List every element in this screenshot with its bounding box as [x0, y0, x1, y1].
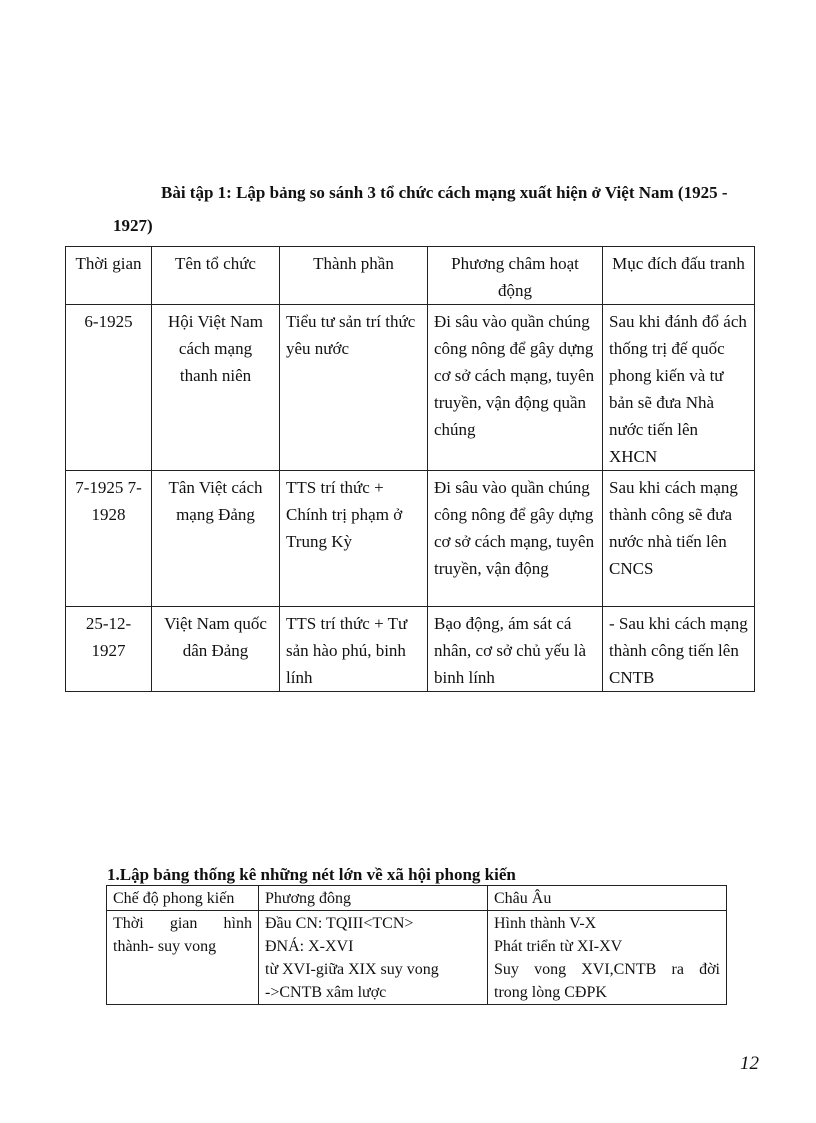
page-number: 12 — [740, 1053, 759, 1074]
cell-goal: - Sau khi cách mạng thành công tiến lên CNTB — [603, 607, 755, 692]
header-europe: Châu Âu — [488, 886, 727, 911]
europe-line: trong lòng CĐPK — [494, 984, 607, 1001]
exercise-2-title: 1.Lập bảng thống kê những nét lớn về xã hội phong kiến — [107, 865, 516, 884]
table-row — [66, 471, 755, 607]
organizations-comparison-table — [65, 246, 755, 692]
table-row — [66, 607, 755, 692]
header-members: Thành phần — [280, 247, 428, 305]
exercise-1-title — [113, 176, 773, 242]
table-header-row — [66, 247, 755, 305]
cell-members: TTS trí thức + Tư sản hào phú, binh lính — [280, 607, 428, 692]
east-line: ĐNÁ: X-XVI — [265, 938, 354, 955]
cell-name: Tân Việt cách mạng Đảng — [152, 471, 280, 607]
header-east: Phương đông — [259, 886, 488, 911]
exercise-1-title-bold: Bài tập 1: Lập bảng so sánh 3 tổ chức cách mạng xuất hiện ở Việt Nam (1925 - — [161, 183, 728, 202]
header-time: Thời gian — [66, 247, 152, 305]
cell-method: Bạo động, ám sát cá nhân, cơ sở chủ yếu là binh lính — [428, 607, 603, 692]
header-goal: Mục đích đấu tranh — [603, 247, 755, 305]
cell-europe — [488, 911, 727, 1005]
cell-goal: Sau khi đánh đổ ách thống trị đế quốc phong kiến và tư bản sẽ đưa Nhà nước tiến lên XHCN — [603, 305, 755, 471]
europe-line: Hình thành V-X — [494, 915, 597, 932]
europe-line: Suy vong XVI,CNTB ra đời — [494, 961, 720, 978]
cell-method: Đi sâu vào quần chúng công nông để gây dựng cơ sở cách mạng, tuyên truyền, vận động quần chúng — [428, 305, 603, 471]
table-header-row — [107, 886, 727, 911]
table-row — [66, 305, 755, 471]
feudal-society-table — [106, 885, 727, 1005]
cell-time: 6-1925 — [66, 305, 152, 471]
exercise-1-title-cont: 1927) — [113, 216, 153, 235]
cell-name: Hội Việt Nam cách mạng thanh niên — [152, 305, 280, 471]
cell-name: Việt Nam quốc dân Đảng — [152, 607, 280, 692]
east-line: Đầu CN: TQIII<TCN> — [265, 915, 414, 932]
table-row — [107, 911, 727, 1005]
header-name: Tên tổ chức — [152, 247, 280, 305]
cell-time: 25-12-1927 — [66, 607, 152, 692]
cell-goal: Sau khi cách mạng thành công sẽ đưa nước nhà tiến lên CNCS — [603, 471, 755, 607]
cell-members: Tiểu tư sản trí thức yêu nước — [280, 305, 428, 471]
cell-period-label: Thời gian hình thành- suy vong — [107, 911, 259, 1005]
east-line: ->CNTB xâm lược — [265, 984, 387, 1001]
east-line: từ XVI-giữa XIX suy vong — [265, 961, 439, 978]
header-regime: Chế độ phong kiến — [107, 886, 259, 911]
cell-time: 7-1925 7-1928 — [66, 471, 152, 607]
europe-line: Phát triển từ XI-XV — [494, 938, 623, 955]
cell-members: TTS trí thức + Chính trị phạm ở Trung Kỳ — [280, 471, 428, 607]
cell-method: Đi sâu vào quần chúng công nông để gây dựng cơ sở cách mạng, tuyên truyền, vận động — [428, 471, 603, 607]
cell-east — [259, 911, 488, 1005]
header-method: Phương châm hoạt động — [428, 247, 603, 305]
